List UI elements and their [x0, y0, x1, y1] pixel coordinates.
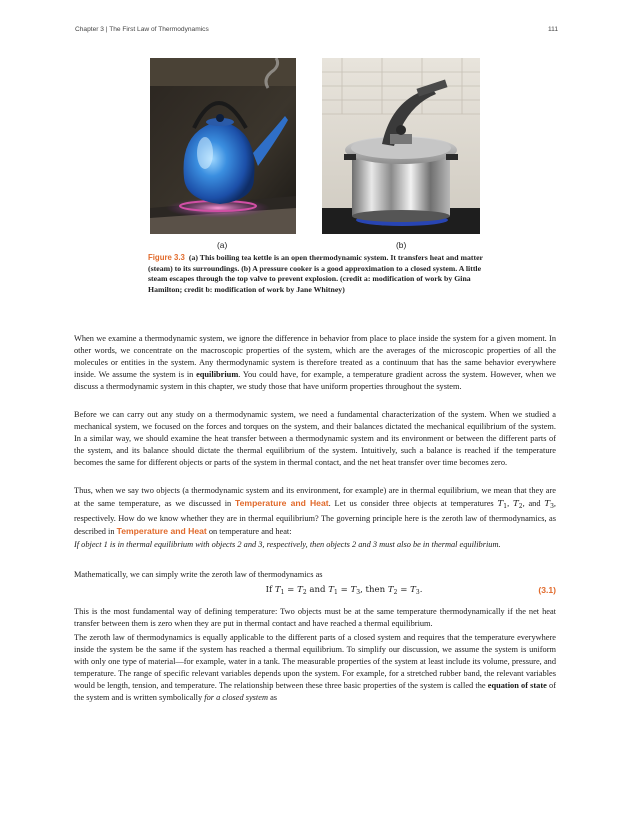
term-closed-system: for a closed system — [204, 693, 268, 703]
chapter-title: Chapter 3 | The First Law of Thermodynamics — [75, 26, 209, 33]
paragraph-characterization: Before we can carry out any study on a thermodynamic system, we need a fundamental characterization of the system. When we studied a mechanical system, we focused on the forces and torques on the system, and their balances dictated the mechanical equilibrium of the system. In a similar way, we should examine the heat transfer between a thermodynamic system and its environment or between the different parts of the system, and its balance should dictate the thermal equilibrium of the system. Intuitively, such a balance is reached if the temperature becomes the same for different objects or parts of the system in thermal contact, and the net heat transfer over time becomes zero. — [74, 410, 556, 468]
math-t2: $T_2$ — [513, 499, 523, 511]
equation-body: If $T_1 = T_2$ and $T_1 = T_3$, then $T_2 = T_3$. — [265, 585, 423, 596]
figure-sublabel-a: (a) — [217, 240, 228, 250]
paragraph-text: The zeroth law of thermodynamics is equally applicable to the different parts of a closed system and requires that the temperature everywhere inside the system be the same if the system has reached a thermal equilibrium. To simplify our discussion, we assume the system is uniform with only one type of material—for example, water in a tank. The measurable properties of the system at least include its volume, pressure, and temperature. The range of specific relevant variables depends upon the system. For example, for a stretched rubber band, the relevant variables would be length, tension, and temperature. The relationship between these three basic properties of the system is called the — [74, 633, 556, 691]
term-equation-of-state: equation of state — [487, 681, 547, 691]
page-number: 111 — [547, 26, 558, 33]
equation-number: (3.1) — [538, 585, 556, 595]
paragraph-text: , and — [522, 499, 545, 509]
paragraph-equation-of-state — [74, 632, 556, 705]
paragraph-mathematically: Mathematically, we can simply write the zeroth law of thermodynamics as — [74, 570, 323, 579]
paragraph-equilibrium — [74, 333, 556, 393]
paragraph-text: on temperature and heat: — [206, 527, 292, 537]
running-head — [75, 26, 558, 33]
paragraph-thermal-equilibrium: Thus, when we say two objects (a thermodynamic system and its environment, for example) are in thermal equilibrium, we mean that they are at the same temperature, as we discussed in Temperature and Heat. Let us consider three objects at temperatures $T_1$, $T_2$, and $T_3$, respectively. How do we know whether they are in thermal equilibrium? The governing principle here is the zeroth law of thermodynamics, as described in Temperature and Heat on temperature and heat: — [74, 486, 556, 537]
figure-sublabel-b: (b) — [396, 240, 407, 250]
pressure-cooker-photo — [322, 58, 480, 234]
paragraph-text: When we examine a thermodynamic system, we ignore the difference in behavior from place to place inside the system for a given moment. In other words, we concentrate on the macroscopic properties of the system, which are the averages of the microscopic properties of all the molecules or entities in the system. Any thermodynamic system is therefore treated as a continuum that has the same behavior everywhere inside. We assume the system is in — [74, 334, 556, 380]
figure-label: Figure 3.3 — [148, 253, 185, 262]
equation-3-1 — [74, 585, 556, 599]
paragraph-text: , respectively. How do we know whether they are in thermal equilibrium? The governing principle here is the zeroth law of thermodynamics, as described in — [74, 499, 556, 537]
tea-kettle-photo — [150, 58, 296, 234]
link-temperature-and-heat[interactable]: Temperature and Heat — [235, 498, 329, 509]
figure-caption-text: (a) This boiling tea kettle is an open thermodynamic system. It transfers heat and matter (steam) to its surroundings. (b) A pressure cooker is a good approximation to a closed system. A little steam escapes through the top valve to prevent explosion. (credit a: modification of work by Gina Hamilton; credit b: modification of work by Jane Whitney) — [148, 253, 483, 294]
figure-caption — [148, 253, 483, 295]
term-equilibrium: equilibrium — [196, 370, 239, 380]
math-t1: $T_1$ — [497, 499, 508, 511]
paragraph-text: . You could have, for example, a temperature gradient across the system. However, when we discuss a thermodynamic system in this chapter, we study those that have uniform properties throughout the system. — [74, 370, 556, 392]
math-t3: $T_3$ — [544, 499, 554, 511]
zeroth-law-statement: If object 1 is in thermal equilibrium with objects 2 and 3, respectively, then objects 2 and 3 must also be in thermal equilibrium. — [74, 540, 501, 549]
link-temperature-and-heat-2[interactable]: Temperature and Heat — [116, 526, 207, 537]
paragraph-defining-temperature: This is the most fundamental way of defining temperature: Two objects must be at the same temperature thermodynamically if the net heat transfer between them is zero when they are put in thermal contact and have reached a thermal equilibrium. — [74, 607, 556, 629]
paragraph-text: as — [267, 693, 278, 703]
paragraph-text: Thus, when we say two objects (a thermodynamic system and its environment, for example) are in thermal equilibrium, we mean that they are at the same temperature, as we discussed in — [74, 486, 556, 509]
paragraph-text: of the system and is written symbolically — [74, 681, 556, 703]
paragraph-text: . Let us consider three objects at temperatures — [328, 499, 498, 509]
